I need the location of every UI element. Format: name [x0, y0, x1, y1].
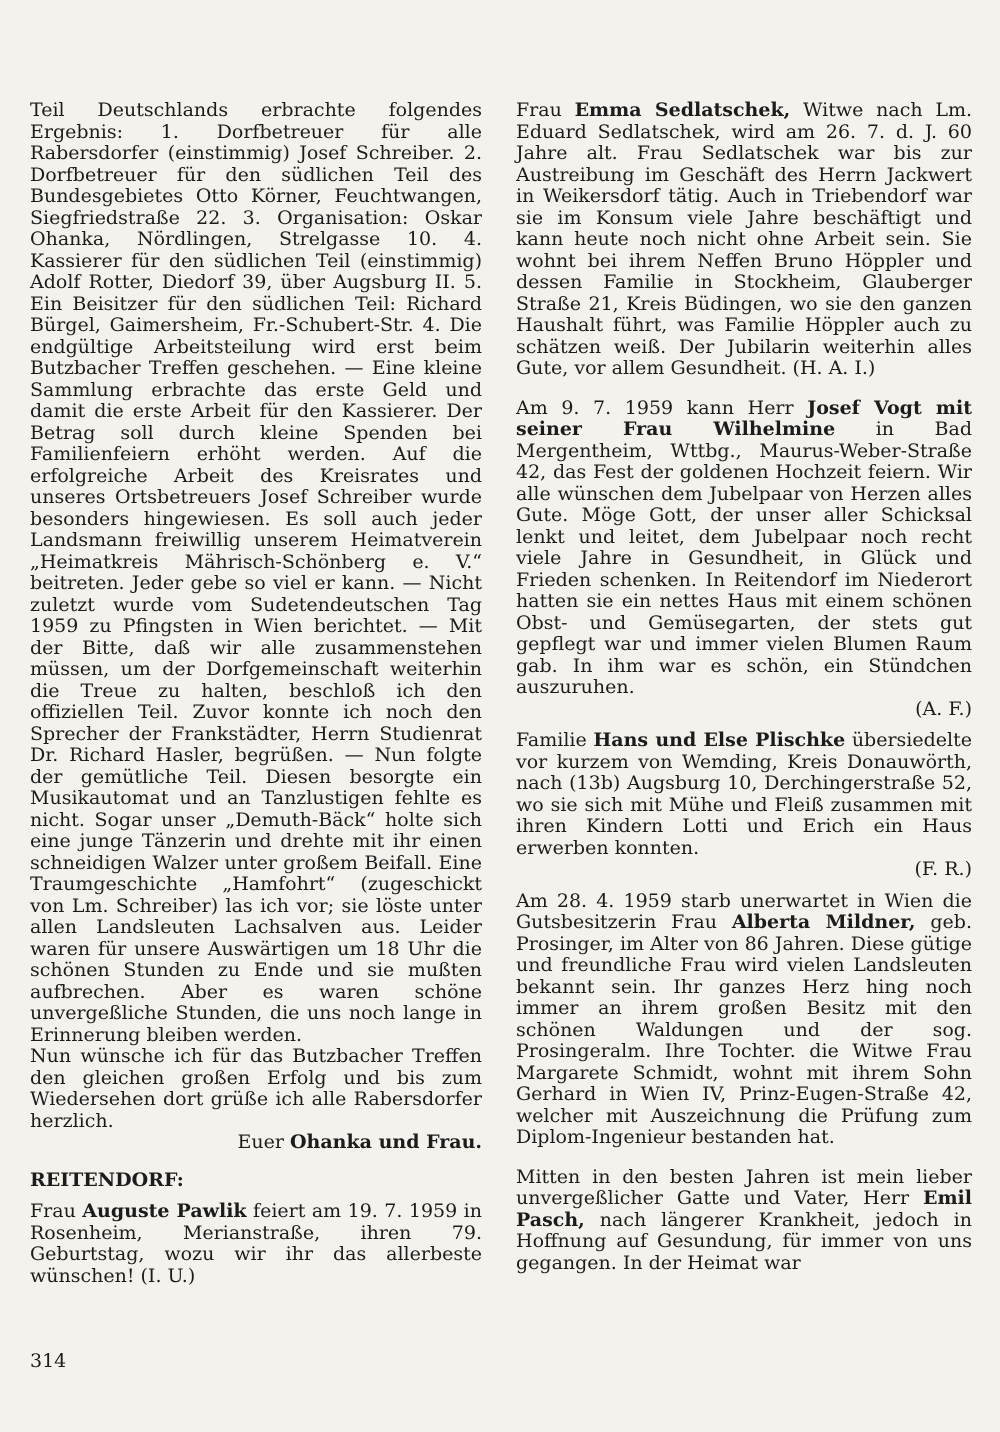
section-heading-reitendorf: REITENDORF: — [30, 1168, 184, 1191]
mildner-obituary — [516, 891, 972, 1149]
mildner-text: geb. Prosinger, im Alter von 86 Jahren. Diese gütige und freundliche Frau wird vielen Landsleuten bekannt sein. Ihr ganzes Herz hing noch immer an ihrem großen Besitz mit den schönen Waldungen und der sog. Prosingeralm. Ihre Tochter. die Witwe Frau Margarete Schmidt, wohnt mit ihrem Sohn Gerhard in Wien IV, Prinz-Eugen-Straße 42, welcher mit Auszeichnung die Prüfung zum Diplom-Ingenieur bestanden hat. — [516, 911, 972, 1148]
pasch-text: nach längerer Krankheit, jedoch in Hoffnung auf Gesundung, für immer von uns gegangen. In der Heimat war — [516, 1208, 972, 1274]
right-column — [516, 100, 972, 1274]
signature-name: Ohanka und Frau. — [289, 1131, 482, 1153]
vogt-anniversary-notice — [516, 398, 972, 699]
plischke-initials: (F. R.) — [914, 858, 972, 880]
pasch-obituary — [516, 1167, 972, 1275]
plischke-name: Hans und Else Plischke — [593, 729, 846, 751]
plischke-prefix: Familie — [516, 729, 594, 751]
plischke-text: übersiedelte vor kurzem von Wemding, Kreis Donauwörth, nach (13b) Augsburg 10, Derchingerstraße 52, wo sie sich mit Mühe und Fleiß zusammen mit ihren Kindern Lotti und Erich ein Haus erwerben konnten. — [516, 729, 972, 859]
sedlatschek-name: Emma Sedlatschek, — [574, 99, 791, 121]
sedlatschek-notice — [516, 100, 972, 380]
signature — [30, 1132, 482, 1154]
vogt-initials: (A. F.) — [915, 697, 972, 720]
vogt-prefix: Am 9. 7. 1959 kann Herr — [516, 396, 808, 419]
sedlatschek-prefix: Frau — [516, 99, 575, 121]
vogt-text: in Bad Mergentheim, Wttbg., Maurus-Weber-Straße 42, das Fest der goldenen Hochzeit feiern. Wir alle wünschen dem Jubelpaar von Herzen alles Gute. Möge Gott, der unser aller Schicksal lenkt und leitet, dem Jubelpaar noch recht viele Jahre in Gesundheit, in Glück und Frieden schenken. In Reitendorf im Niederort hatten sie ein nettes Haus mit einem schönen Obst- und Gemüsegarten, der stets gut gepflegt war und immer vielen Blumen Raum gab. In ihm war es schön, ein Stündchen auszuruhen. — [516, 418, 972, 698]
vogt-name: Josef Vogt mit seiner Frau Wilhelmine — [516, 396, 972, 440]
page-number: 314 — [30, 1350, 67, 1372]
closing-paragraph: Nun wünsche ich für das Butzbacher Treffen den gleichen großen Erfolg und bis zum Wiedersehen dort grüße ich alle Rabersdorfer herzlich. — [30, 1045, 482, 1132]
sedlatschek-text: Witwe nach Lm. Eduard Sedlatschek, wird am 26. 7. d. J. 60 Jahre alt. Frau Sedlatschek war bis zur Austreibung im Geschäft des Herrn Jackwert in Weikersdorf tätig. Auch in Triebendorf war sie im Konsum viele Jahre beschäftigt und kann heute noch nicht ohne Arbeit sein. Sie wohnt bei ihrem Neffen Bruno Höppler und dessen Familie in Stockheim, Glauberger Straße 21, Kreis Büdingen, wo sie den ganzen Haushalt führt, was Familie Höppler auch zu schätzen weiß. Der Jubilarin weiterhin alles Gute, vor allem Gesundheit. (H. A. I.) — [516, 99, 972, 379]
pawlik-birthday-notice — [30, 1201, 482, 1287]
pasch-prefix: Mitten in den besten Jahren ist mein lieber unvergeßlicher Gatte und Vater, Herr — [516, 1165, 972, 1209]
mildner-name: Alberta Mildner, — [731, 911, 916, 933]
mildner-prefix: Am 28. 4. 1959 starb unerwartet in Wien die Gutsbesitzerin Frau — [516, 889, 972, 933]
pawlik-text: feiert am 19. 7. 1959 in Rosenheim, Merianstraße, ihren 79. Geburtstag, wozu wir ihr das allerbeste wünschen! (I. U.) — [30, 1200, 482, 1287]
signature-prefix: Euer — [237, 1131, 290, 1153]
pawlik-prefix: Frau — [30, 1200, 83, 1222]
plischke-notice — [516, 730, 972, 859]
pawlik-name: Auguste Pawlik — [82, 1200, 247, 1222]
left-column — [30, 100, 482, 1287]
rabersdorf-report-paragraph: Teil Deutschlands erbrachte folgendes Ergebnis: 1. Dorfbetreuer für alle Rabersdorfer (einstimmig) Josef Schreiber. 2. Dorfbetreuer für den südlichen Teil des Bundesgebietes Otto Körner, Feuchtwangen, Siegfriedstraße 22. 3. Organisation: Oskar Ohanka, Nördlingen, Strelgasse 10. 4. Kassierer für den südlichen Teil (einstimmig) Adolf Rotter, Diedorf 39, über Augsburg II. 5. Ein Beisitzer für den südlichen Teil: Richard Bürgel, Gaimersheim, Fr.-Schubert-Str. 4. Die endgültige Arbeitsteilung wird erst beim Butzbacher Treffen geschehen. — Eine kleine Sammlung erbrachte das erste Geld und damit die erste Arbeit für den Kassierer. Der Betrag soll durch kleine Spenden bei Familienfeiern erhöht werden. Auf die erfolgreiche Arbeit des Kreisrates und unseres Ortsbetreuers Josef Schreiber wurde besonders hingewiesen. Es soll auch jeder Landsmann freiwillig unserem Heimatverein „Heimatkreis Mährisch-Schönberg e. V.“ beitreten. Jeder gebe so viel er kann. — Nicht zuletzt wurde vom Sudetendeutschen Tag 1959 zu Pfingsten in Wien berichtet. — Mit der Bitte, daß wir alle zusammenstehen müssen, um der Dorfgemeinschaft weiterhin die Treue zu halten, beschloß ich den offiziellen Teil. Zuvor konnte ich noch den Sprecher der Frankstädter, Herrn Studienrat Dr. Richard Hasler, begrüßen. — Nun folgte der gemütliche Teil. Diesen besorgte ein Musikautomat und an Tanzlustigen fehlte es nicht. Sogar unser „Demuth-Bäck“ holte sich eine junge Tänzerin und drehte mit ihr einen schneidigen Walzer unter großem Beifall. Eine Traumgeschichte „Hamfohrt“ (zugeschickt von Lm. Schreiber) las ich vor; sie löste unter allen Landsleuten Lachsalven aus. Leider waren für unsere Auswärtigen um 18 Uhr die schönen Stunden zu Ende und sie mußten aufbrechen. Aber es waren schöne unvergeßliche Stunden, die uns noch lange in Erinnerung bleiben werden. — [30, 99, 482, 1046]
pasch-name: Emil Pasch, — [516, 1187, 972, 1231]
